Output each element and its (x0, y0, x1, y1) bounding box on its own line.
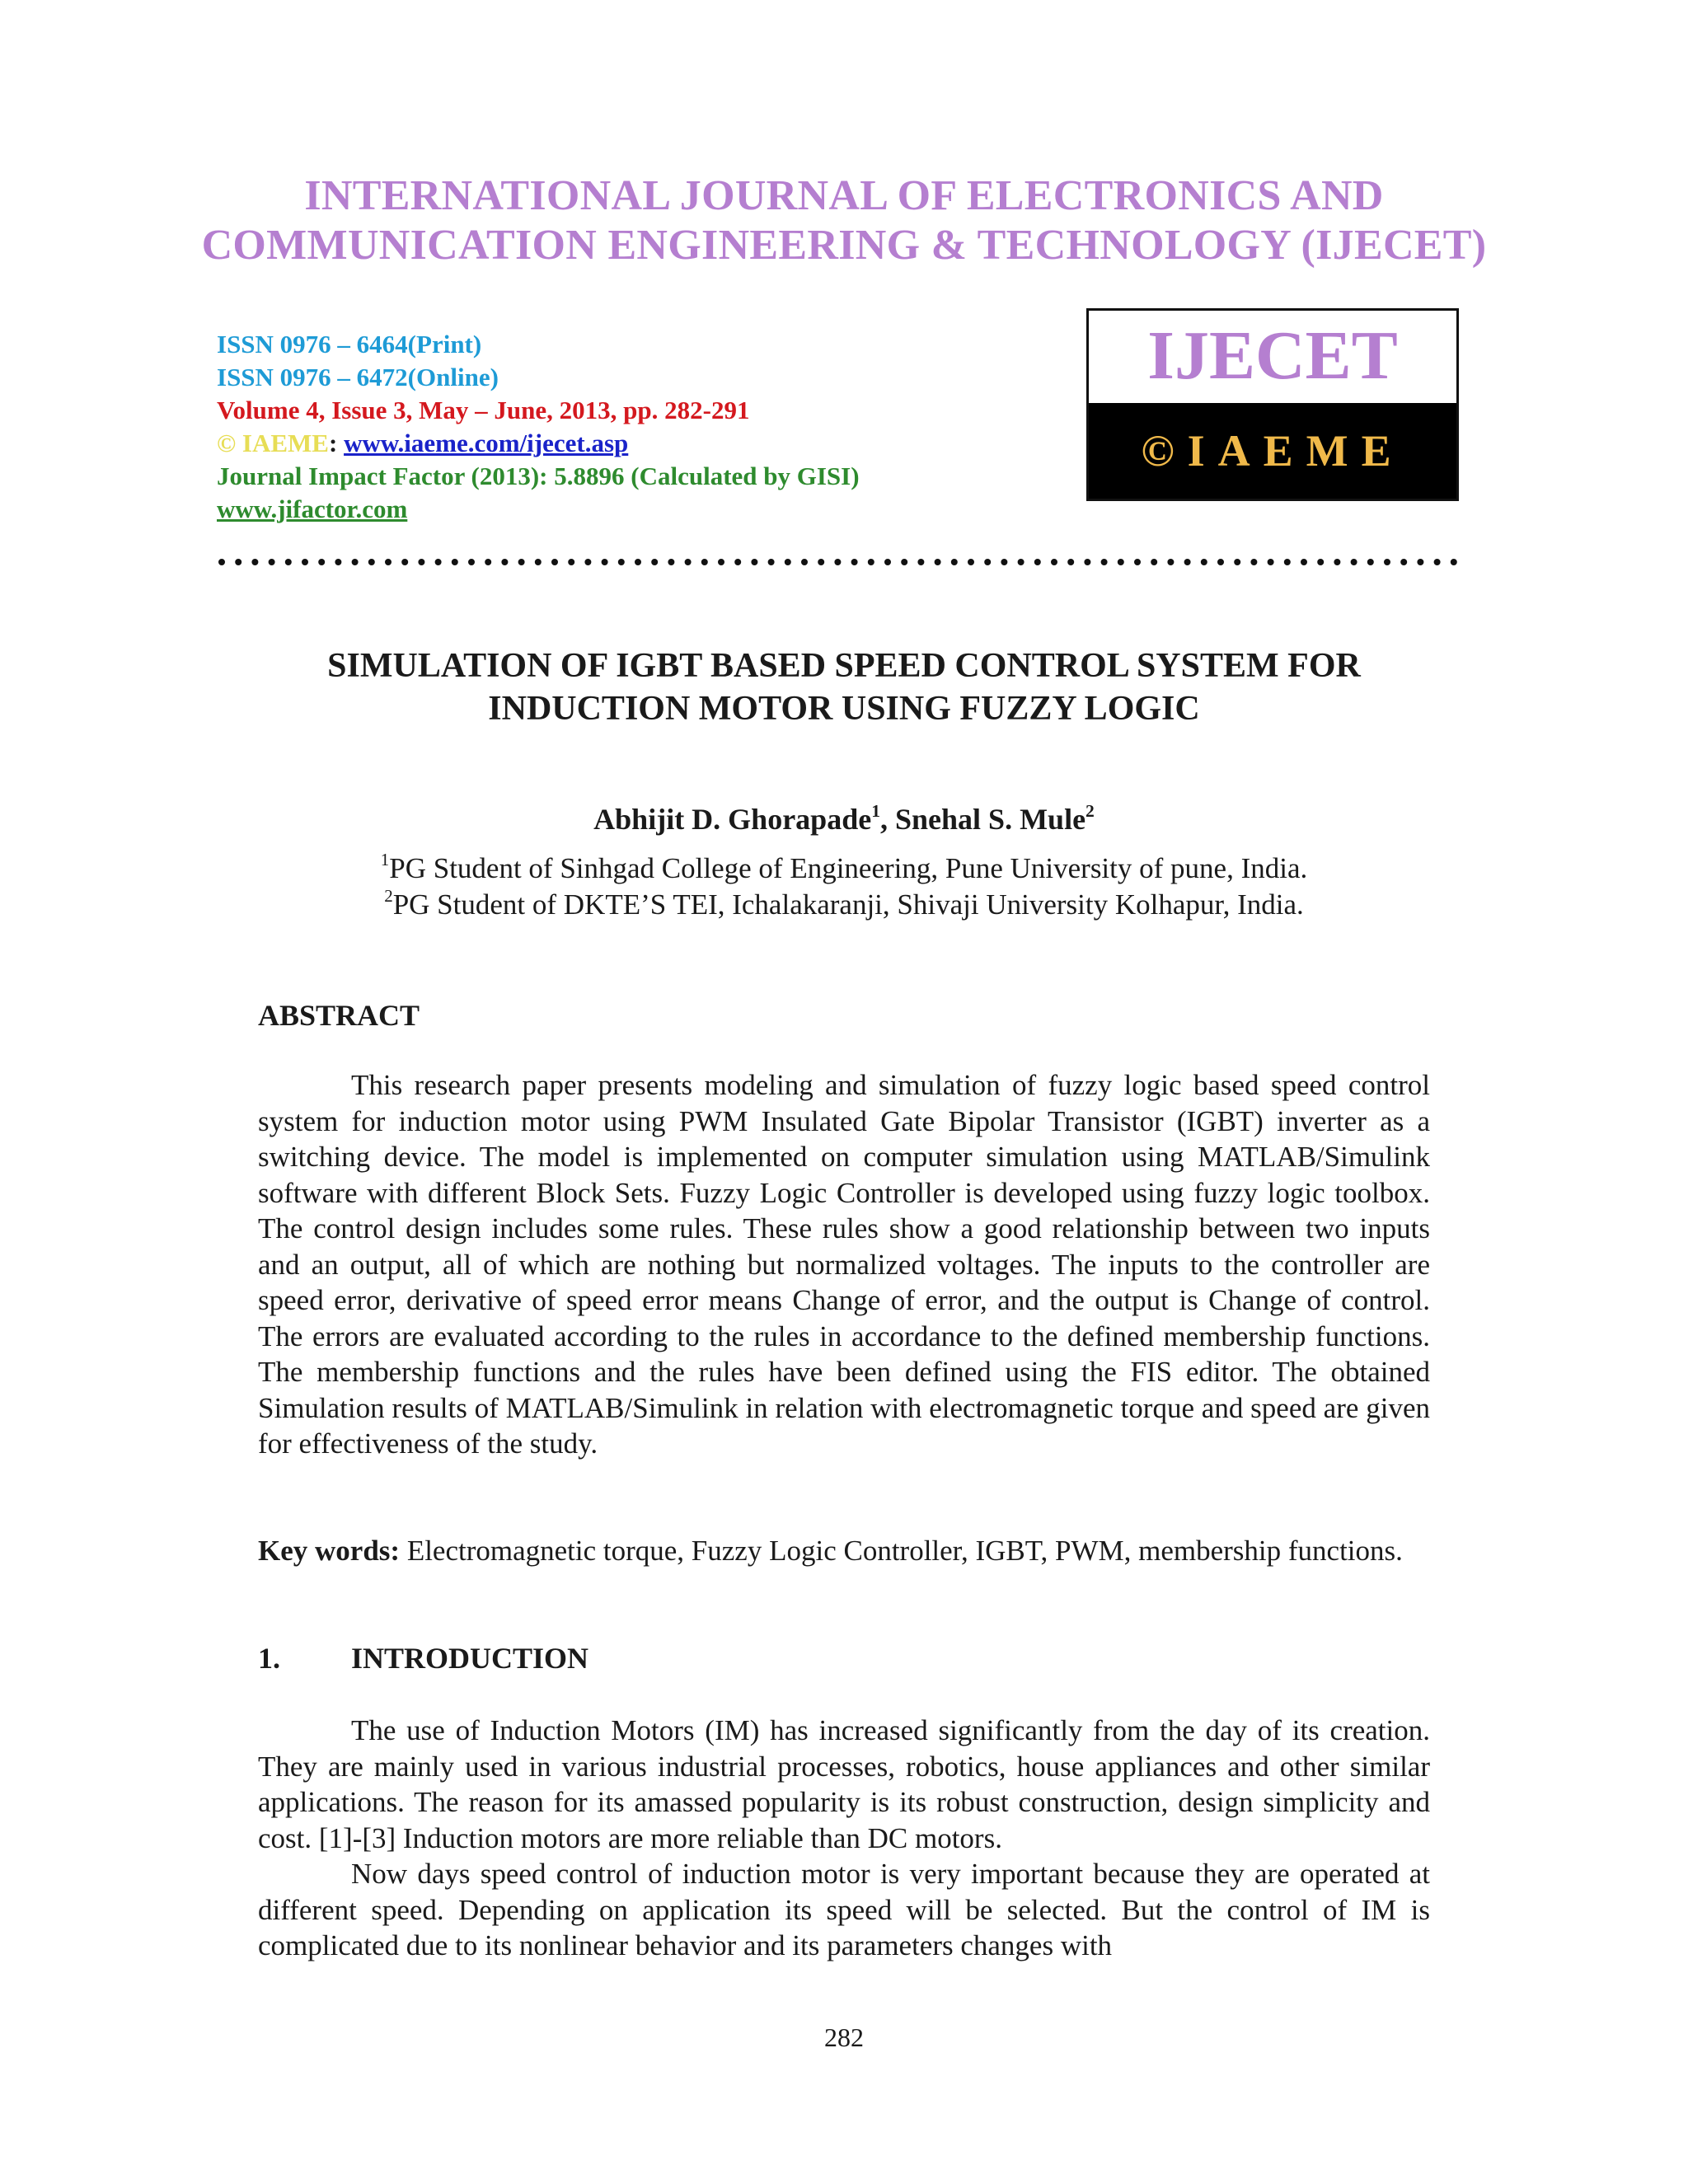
abstract-paragraph: This research paper presents modeling and simulation of fuzzy logic based speed control system for induction motor using PWM Insulated Gate Bipolar Transistor (IGBT) inverter as a switching device. The model is implemented on computer simulation using MATLAB/Simulink software with different Block Sets. Fuzzy Logic Controller is developed using fuzzy logic toolbox. The control design includes some rules. These rules show a good relationship between two inputs and an output, all of which are nothing but normalized voltages. The inputs to the controller are speed error, derivative of speed error means Change of error, and the output is Change of control. The errors are evaluated according to the rules in accordance to the defined membership functions. The membership functions and the rules have been defined using the FIS editor. The obtained Simulation results of MATLAB/Simulink in relation with electromagnetic torque and speed are given for effectiveness of the study. (258, 1069, 1430, 1460)
logo-publisher: ©IAEME (1089, 403, 1456, 499)
affiliation-line (0, 851, 1688, 887)
abstract-heading: ABSTRACT (258, 999, 420, 1032)
logo-title: IJECET (1147, 317, 1398, 394)
volume-info: Volume 4, Issue 3, May – June, 2013, pp. 282-291 (217, 396, 750, 424)
author-separator: , (880, 803, 895, 836)
introduction-paragraph: Now days speed control of induction motor is very important because they are operated at different speed. Depending on application its speed will be selected. But the control of IM is complicated due to its nonlinear behavior and its parameters changes with (258, 1858, 1430, 1961)
affiliation-text: PG Student of DKTE’S TEI, Ichalakaranji, Shivaji University Kolhapur, India. (392, 888, 1304, 921)
author-name: Snehal S. Mule (895, 803, 1086, 836)
introduction-body (258, 1713, 1430, 1964)
affiliation-mark: 2 (384, 886, 393, 907)
jif-line (217, 493, 860, 526)
keywords-text: Electromagnetic torque, Fuzzy Logic Controller, IGBT, PWM, membership functions. (400, 1535, 1403, 1567)
copyright-colon: : (328, 429, 338, 457)
affiliations (0, 851, 1688, 923)
paper-title-line2: INDUCTION MOTOR USING FUZZY LOGIC (488, 690, 1200, 728)
journal-link[interactable]: www.iaeme.com/ijecet.asp (344, 429, 629, 457)
author-affil-mark: 2 (1085, 800, 1095, 821)
jif-link[interactable]: www.jifactor.com (217, 494, 408, 523)
publication-meta (217, 328, 860, 526)
copyright-text: © IAEME (217, 429, 329, 457)
keywords-label: Key words: (258, 1535, 401, 1567)
journal-title-line1: INTERNATIONAL JOURNAL OF ELECTRONICS AND (304, 172, 1384, 219)
introduction-paragraph: The use of Induction Motors (IM) has increased significantly from the day of its creation. They are mainly used in various industrial processes, robotics, house appliances and other similar applications. The reason for its amassed popularity is its robust construction, design simplicity and cost. [1]-[3] Induction motors are more reliable than DC motors. (258, 1714, 1430, 1854)
journal-logo (1086, 308, 1459, 501)
paper-title (0, 644, 1688, 730)
author-affil-mark: 1 (871, 800, 880, 821)
paper-title-line1: SIMULATION OF IGBT BASED SPEED CONTROL SYSTEM FOR (327, 647, 1361, 685)
dotted-separator (217, 551, 1461, 574)
impact-factor: Journal Impact Factor (2013): 5.8896 (Calculated by GISI) (217, 462, 860, 490)
affiliation-line (0, 887, 1688, 923)
affiliation-text: PG Student of Sinhgad College of Engineering, Pune University of pune, India. (389, 852, 1308, 884)
author-name: Abhijit D. Ghorapade (593, 803, 872, 836)
section-number: 1. (258, 1642, 280, 1675)
keywords (258, 1533, 1430, 1569)
issn-online: ISSN 0976 – 6472(Online) (217, 363, 499, 391)
abstract-body (258, 1067, 1430, 1462)
journal-title (0, 171, 1688, 270)
section-title: INTRODUCTION (351, 1642, 589, 1675)
affiliation-mark: 1 (380, 850, 390, 870)
page-number: 282 (824, 2022, 864, 2052)
copyright-line (217, 427, 860, 460)
journal-title-line2: COMMUNICATION ENGINEERING & TECHNOLOGY (IJECET) (201, 222, 1487, 269)
section-heading-introduction (258, 1640, 588, 1676)
author-list (0, 801, 1688, 837)
issn-print: ISSN 0976 – 6464(Print) (217, 330, 482, 359)
